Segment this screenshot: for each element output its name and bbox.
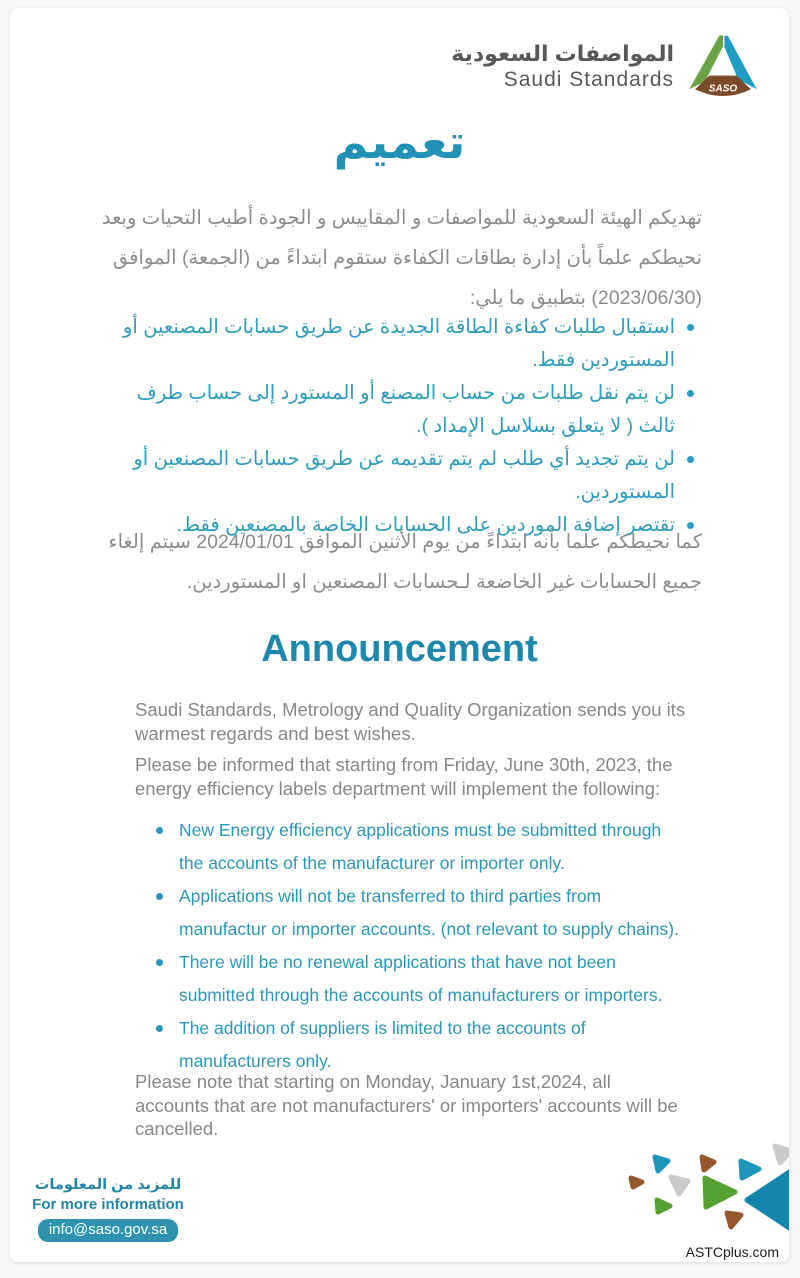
- logo-title-english: Saudi Standards: [503, 68, 674, 91]
- saso-emblem-icon: [687, 34, 759, 100]
- list-item: [102, 377, 694, 443]
- list-item: [156, 814, 688, 880]
- bullet-icon: [687, 456, 694, 463]
- bullet-text: لن يتم نقل طلبات من حساب المصنع أو المستورد إلى حساب طرف ثالث ( لا يتعلق بسلاسل الإمداد ).: [136, 382, 675, 437]
- bullet-icon: [156, 1025, 163, 1032]
- english-paragraph-2: Please be informed that starting from Friday, June 30th, 2023, the energy efficiency labels department will implement the following:: [135, 754, 673, 799]
- contact-email-button[interactable]: info@saso.gov.sa: [38, 1219, 178, 1242]
- english-closing-paragraph: Please note that starting on Monday, January 1st,2024, all accounts that are not manufacturers' or importers' accounts will be cancelled.: [135, 1071, 678, 1139]
- logo-wordmark: [451, 41, 674, 93]
- list-item: [102, 311, 694, 377]
- bullet-text: There will be no renewal applications that have not been submitted through the accounts of manufacturers or importers.: [179, 952, 663, 1005]
- list-item: [156, 946, 688, 1012]
- bullet-text: Applications will not be transferred to third parties from manufactur or importer accounts. (not relevant to supply chains).: [179, 886, 679, 939]
- watermark-text: ASTCplus.com: [685, 1244, 779, 1260]
- english-bullet-list: [156, 814, 688, 1078]
- bullet-icon: [156, 827, 163, 834]
- more-info-english-label: For more information: [32, 1196, 184, 1213]
- contact-block: [30, 1176, 186, 1242]
- arabic-title: تعميم: [333, 115, 466, 168]
- bullet-text: The addition of suppliers is limited to the accounts of manufacturers only.: [179, 1018, 586, 1071]
- arabic-intro-paragraph: تهديكم الهيئة السعودية للمواصفات و المقاييس و الجودة أطيب التحيات وبعد نحيطكم علماً بأن إدارة بطاقات الكفاءة ستقوم ابتداءً من (الجمعة) الموافق (2023/06/30) بتطبيق ما يلي:: [101, 207, 702, 309]
- more-info-arabic-label: للمزيد من المعلومات: [34, 1177, 182, 1193]
- arabic-closing-paragraph: كما نحيطكم علما بأنه ابتداءً من يوم الأثنين الموافق 2024/01/01 سيتم إلغاء جميع الحسابات غير الخاضعة لـحسابات المصنعين او المستوردين.: [108, 531, 702, 593]
- arabic-bullet-list: [102, 311, 694, 542]
- bullet-icon: [687, 324, 694, 331]
- bullet-text: استقبال طلبات كفاءة الطاقة الجديدة عن طريق حسابات المصنعين أو المستوردين فقط.: [123, 316, 675, 371]
- saso-emblem-text: SASO: [708, 83, 738, 95]
- list-item: [156, 1012, 688, 1078]
- bullet-icon: [156, 959, 163, 966]
- english-title: Announcement: [261, 628, 538, 670]
- saso-logo: [451, 34, 759, 100]
- bullet-text: تقتصر إضافة الموردين على الحسابات الخاصة بالمصنعين فقط.: [176, 514, 675, 536]
- bullet-text: New Energy efficiency applications must be submitted through the accounts of the manufacturer or importer only.: [179, 820, 662, 873]
- bullet-icon: [156, 893, 163, 900]
- decorative-triangles: [621, 1130, 789, 1252]
- announcement-card: [10, 8, 789, 1262]
- bullet-text: لن يتم تجديد أي طلب لم يتم تقديمه عن طريق حسابات المصنعين أو المستوردين.: [133, 448, 675, 503]
- bullet-icon: [687, 390, 694, 397]
- list-item: [156, 880, 688, 946]
- logo-title-arabic: المواصفات السعودية: [451, 41, 674, 66]
- list-item: [102, 443, 694, 509]
- english-paragraph-1: Saudi Standards, Metrology and Quality Organization sends you its warmest regards and best wishes.: [135, 699, 686, 744]
